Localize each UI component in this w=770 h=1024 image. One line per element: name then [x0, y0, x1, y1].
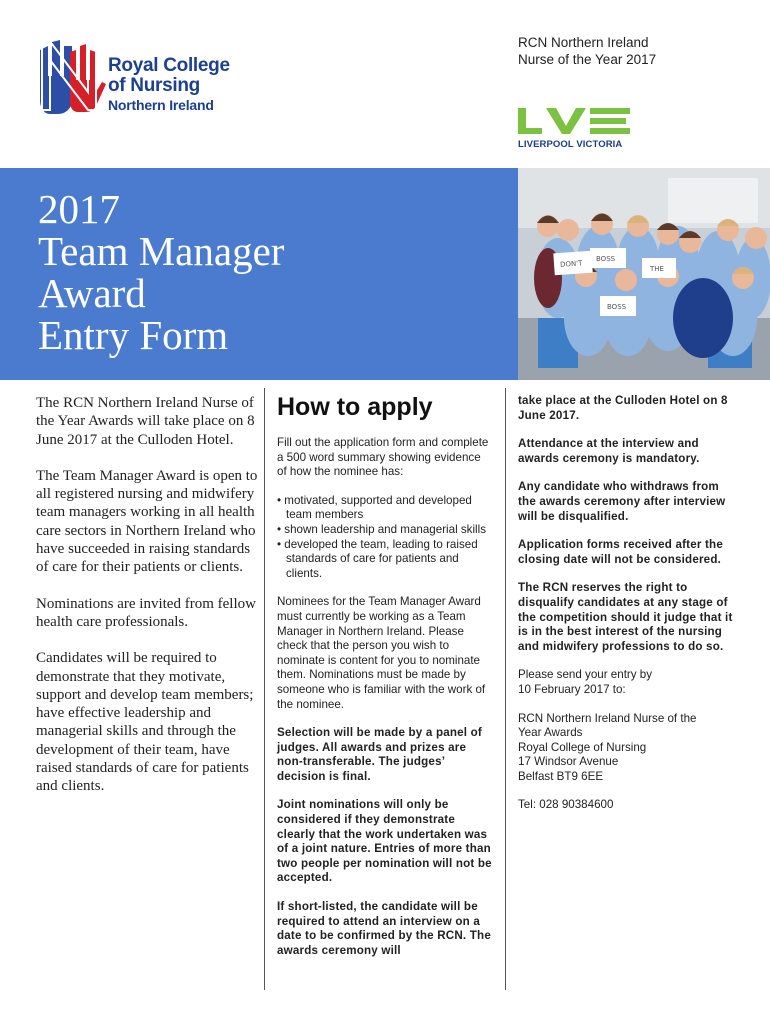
logo-line-of-nursing: of Nursing — [108, 74, 200, 96]
address-line: Royal College of Nursing — [518, 740, 647, 754]
nominees-paragraph: Nominees for the Team Manager Award must currently be working as a Team Manager in Northern Ireland. Please check that the person you wish to nominate is content for you to nominate them. Nominations must be made by someone who is familiar with the work of the nominee. — [277, 595, 486, 711]
attendance-paragraph: Attendance at the interview and awards ceremony is mandatory. — [518, 437, 700, 465]
column-divider-2 — [505, 388, 506, 990]
ceremony-continued-paragraph: take place at the Culloden Hotel on 8 June 2017. — [518, 394, 728, 422]
intro-paragraph: The RCN Northern Ireland Nurse of the Year Awards will take place on 8 June 2017 at the Culloden Hotel. — [36, 395, 255, 448]
award-info-line1: RCN Northern Ireland — [518, 35, 649, 50]
send-entry-line1: Please send your entry by — [518, 668, 653, 682]
logo-line-northern-ireland: Northern Ireland — [108, 96, 214, 113]
send-entry-line2: 10 February 2017 to: — [518, 682, 626, 696]
how-to-apply-column — [277, 392, 493, 972]
address-line: Belfast BT9 6EE — [518, 769, 604, 783]
banner-title-line-team-manager: Team Manager — [38, 228, 285, 274]
candidates-paragraph: Candidates will be required to demonstrate that they motivate, support and develop team members; have effective leadership and managerial skills and through the development of their team, have raised standards of care for patients and clients. — [36, 650, 254, 795]
telephone-number: Tel: 028 90384600 — [518, 798, 614, 812]
criteria-item: • motivated, supported and developed team members — [277, 493, 472, 522]
photo-sign-boss: BOSS — [596, 255, 616, 263]
award-info-line2: Nurse of the Year 2017 — [518, 52, 657, 67]
nominations-paragraph: Nominations are invited from fellow health care professionals. — [36, 595, 256, 630]
address-line: Year Awards — [518, 726, 583, 740]
banner-title-line-award: Award — [38, 270, 146, 316]
criteria-item: • developed the team, leading to raised standards of care for patients and clients. — [277, 537, 478, 580]
criteria-item: • shown leadership and managerial skills — [277, 522, 486, 536]
closing-date-paragraph: Application forms received after the closing date will not be considered. — [518, 538, 723, 566]
nurses-photo-illustration — [518, 168, 770, 380]
rcn-hand-n-icon — [36, 36, 108, 116]
joint-nominations-paragraph: Joint nominations will only be considered if they demonstrate clearly that the work undertaken was of a joint nature. Entries of more than two people per nomination will not be accepted. — [277, 798, 492, 885]
rules-column — [518, 394, 740, 827]
photo-sign-the: THE — [650, 265, 664, 273]
postal-address — [518, 712, 740, 785]
sponsor-name: LIVERPOOL VICTORIA — [518, 139, 623, 150]
photo-sign-dont: DON'T — [559, 259, 583, 269]
eligibility-paragraph: The Team Manager Award is open to all registered nursing and midwifery team managers working in all health care sectors in Northern Ireland who have succeeded in raising standards of care for their patients or clients. — [36, 467, 258, 576]
address-line: 17 Windsor Avenue — [518, 755, 619, 769]
selection-paragraph: Selection will be made by a panel of judges. All awards and prizes are non-transferable. The judges’ decision is final. — [277, 726, 482, 783]
banner-title — [38, 188, 284, 356]
nurses-photo — [518, 168, 770, 380]
intro-column — [36, 394, 262, 814]
photo-sign-boss-2: BOSS — [607, 303, 627, 311]
shortlisted-paragraph: If short-listed, the candidate will be required to attend an interview on a date to be confirmed by the RCN. The awards ceremony will — [277, 900, 491, 957]
rcn-logo — [36, 36, 256, 126]
send-entry-paragraph — [518, 668, 740, 697]
banner-title-line-year: 2017 — [38, 186, 120, 232]
logo-line-royal-college: Royal College — [108, 55, 230, 76]
address-line: RCN Northern Ireland Nurse of the — [518, 711, 697, 725]
column-divider-1 — [264, 388, 265, 990]
how-to-apply-heading: How to apply — [277, 393, 433, 421]
award-info — [518, 34, 656, 68]
banner-title-line-entry-form: Entry Form — [38, 312, 229, 358]
criteria-list — [277, 494, 493, 582]
withdrawal-paragraph: Any candidate who withdraws from the awards ceremony after interview will be disqualified. — [518, 480, 726, 523]
rcn-rights-paragraph: The RCN reserves the right to disqualify candidates at any stage of the competition should it judge that it is in the best interest of the nursing and midwifery professions to do so. — [518, 581, 733, 653]
how-to-apply-intro: Fill out the application form and complete a 500 word summary showing evidence of how the nominee has: — [277, 436, 489, 479]
